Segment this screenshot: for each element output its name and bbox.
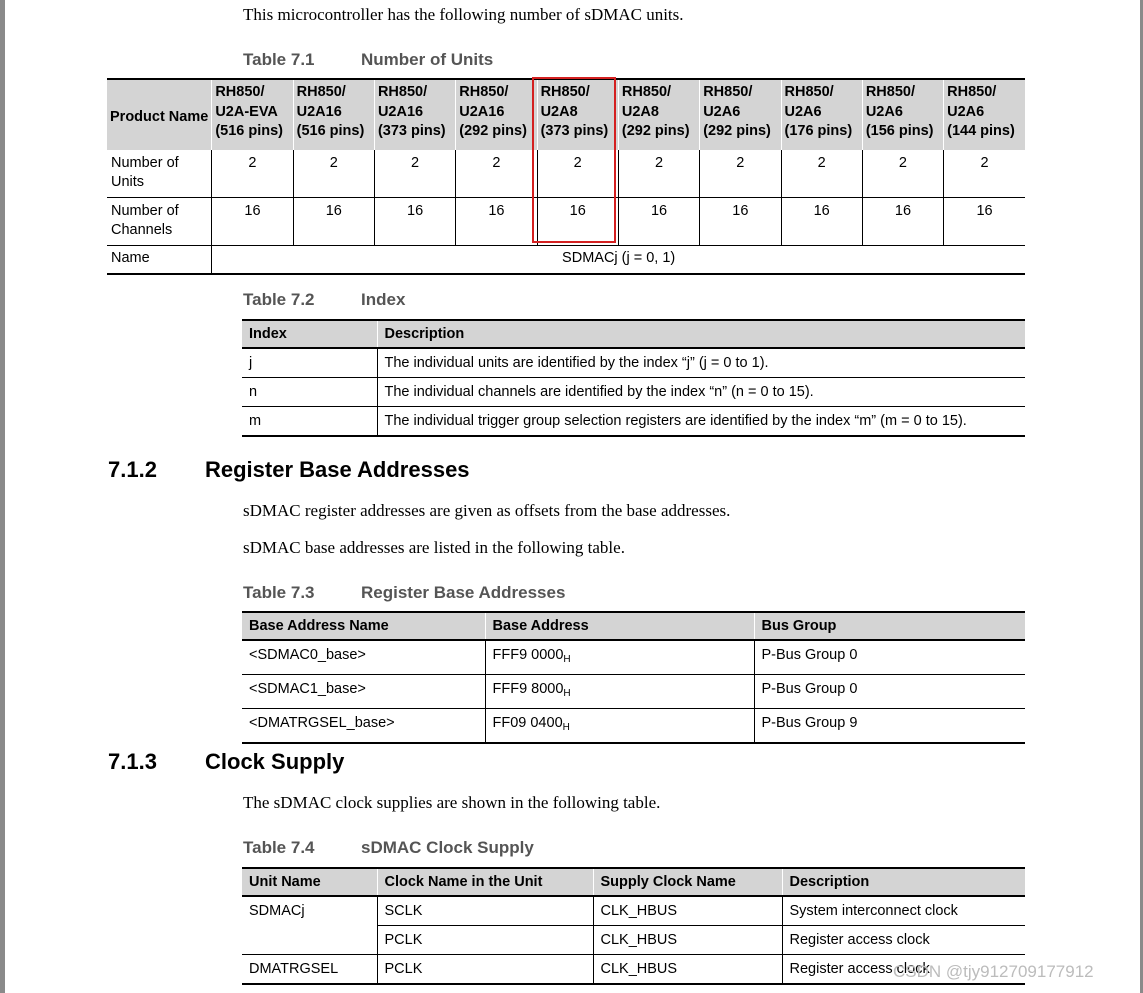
table-cell: System interconnect clock: [782, 896, 1025, 926]
product-col-header: RH850/ U2A6 (292 pins): [700, 79, 781, 150]
table-cell: P-Bus Group 9: [754, 709, 1025, 744]
table-cell: 16: [618, 198, 699, 246]
column-header: Description: [377, 320, 1025, 348]
table-row: [242, 709, 1025, 744]
table-cell: 16: [293, 198, 374, 246]
highlight-box: [532, 77, 616, 243]
table-cell: 2: [212, 150, 293, 198]
table-title: Register Base Addresses: [361, 583, 566, 602]
table-cell: 2: [781, 150, 862, 198]
row-label: Number of Channels: [107, 198, 212, 246]
row-label: Name: [107, 246, 212, 275]
table-index: [242, 319, 1025, 437]
table-cell: The individual units are identified by the index “j” (j = 0 to 1).: [377, 348, 1025, 378]
paragraph: sDMAC register addresses are given as offsets from the base addresses.: [243, 501, 731, 520]
table-label: Table 7.4: [243, 838, 315, 857]
table-cell: <DMATRGSEL_base>: [242, 709, 485, 744]
table-7-3-caption: [243, 583, 565, 603]
table-cell: 2: [862, 150, 943, 198]
table-title: Index: [361, 290, 406, 309]
table-cell: 2: [374, 150, 455, 198]
table-cell: 16: [537, 198, 618, 246]
table-cell: CLK_HBUS: [593, 896, 782, 926]
table-cell: FFF9 $0000_H$: [485, 640, 754, 675]
table-cell: <SDMAC0_base>: [242, 640, 485, 675]
product-col-header: RH850/ U2A16 (516 pins): [293, 79, 374, 150]
table-cell: 16: [862, 198, 943, 246]
column-header: Unit Name: [242, 868, 377, 896]
table-cell: 2: [293, 150, 374, 198]
section-number: 7.1.2: [108, 457, 157, 482]
table-cell: m: [242, 407, 377, 437]
table-row: [242, 640, 1025, 675]
table-label: Table 7.3: [243, 583, 315, 602]
product-col-header: RH850/ U2A8 (292 pins): [618, 79, 699, 150]
column-header: Index: [242, 320, 377, 348]
product-col-header: RH850/ U2A6 (156 pins): [862, 79, 943, 150]
table-label: Table 7.2: [243, 290, 315, 309]
table-cell: 16: [212, 198, 293, 246]
section-heading-7-1-2: [108, 457, 470, 483]
table-7-2-caption: [243, 290, 405, 310]
product-col-header: RH850/ U2A6 (144 pins): [944, 79, 1025, 150]
product-col-header: RH850/ U2A16 (292 pins): [456, 79, 537, 150]
table-cell: 2: [700, 150, 781, 198]
table-cell: SDMACj (j = 0, 1): [562, 250, 676, 266]
section-number: 7.1.3: [108, 749, 157, 774]
product-name-header: Product Name: [107, 79, 212, 150]
table-cell: PCLK: [377, 926, 593, 955]
table-cell: 16: [374, 198, 455, 246]
table-cell: n: [242, 378, 377, 407]
table-cell: FFF9 $8000_H$: [485, 675, 754, 709]
table-7-1-caption: [243, 50, 493, 70]
table-cell: PCLK: [377, 955, 593, 985]
column-header: Description: [782, 868, 1025, 896]
paragraph: sDMAC base addresses are listed in the following table.: [243, 538, 625, 557]
column-header: Supply Clock Name: [593, 868, 782, 896]
table-register-base-addresses: [242, 611, 1025, 744]
table-title: Number of Units: [361, 50, 494, 69]
table-cell: 2: [618, 150, 699, 198]
column-header: Bus Group: [754, 612, 1025, 640]
table-row: [242, 378, 1025, 407]
table-header-row: [242, 612, 1025, 640]
table-cell: P-Bus Group 0: [754, 675, 1025, 709]
section-heading-7-1-3: [108, 749, 344, 775]
section-title: Register Base Addresses: [205, 457, 470, 482]
intro-paragraph: This microcontroller has the following number of sDMAC units.: [243, 5, 684, 24]
column-header: Base Address: [485, 612, 754, 640]
product-col-header: RH850/ U2A16 (373 pins): [374, 79, 455, 150]
paragraph: The sDMAC clock supplies are shown in the following table.: [243, 793, 661, 812]
table-cell: The individual trigger group selection registers are identified by the index “m” (m = 0 to 15).: [377, 407, 1025, 437]
column-header: Base Address Name: [242, 612, 485, 640]
product-col-header: RH850/ U2A-EVA (516 pins): [212, 79, 293, 150]
table-row: [242, 348, 1025, 378]
table-cell: 16: [456, 198, 537, 246]
table-cell: FF09 $0400_H$: [485, 709, 754, 744]
table-cell: [242, 926, 377, 955]
table-cell: Register access clock: [782, 955, 1025, 985]
table-cell: 16: [781, 198, 862, 246]
table-cell: SDMACj: [242, 896, 377, 926]
table-cell: 2: [537, 150, 618, 198]
table-row: [242, 896, 1025, 926]
table-title: sDMAC Clock Supply: [361, 838, 534, 857]
table-header-row: [242, 320, 1025, 348]
table-cell: CLK_HBUS: [593, 926, 782, 955]
table-cell: 16: [700, 198, 781, 246]
table-cell: SCLK: [377, 896, 593, 926]
watermark: CSDN @tjy912709177912: [893, 962, 1094, 981]
table-row-name: [107, 246, 1025, 275]
table-label: Table 7.1: [243, 50, 315, 69]
product-col-header-highlighted: RH850/ U2A8 (373 pins): [537, 79, 618, 150]
table-cell: 2: [456, 150, 537, 198]
section-title: Clock Supply: [205, 749, 345, 774]
table-cell: 2: [944, 150, 1025, 198]
table-row: [242, 926, 1025, 955]
table-cell: <SDMAC1_base>: [242, 675, 485, 709]
table-header-row: [242, 868, 1025, 896]
table-cell: DMATRGSEL: [242, 955, 377, 985]
table-7-4-caption: [243, 838, 534, 858]
table-cell: P-Bus Group 0: [754, 640, 1025, 675]
table-row: [242, 675, 1025, 709]
table-cell: Register access clock: [782, 926, 1025, 955]
product-col-header: RH850/ U2A6 (176 pins): [781, 79, 862, 150]
table-cell: 16: [944, 198, 1025, 246]
table-cell: The individual channels are identified by the index “n” (n = 0 to 15).: [377, 378, 1025, 407]
row-label: Number of Units: [107, 150, 212, 198]
table-cell: j: [242, 348, 377, 378]
column-header: Clock Name in the Unit: [377, 868, 593, 896]
page-frame-left: [0, 0, 5, 993]
table-cell: CLK_HBUS: [593, 955, 782, 985]
table-row: [242, 407, 1025, 437]
